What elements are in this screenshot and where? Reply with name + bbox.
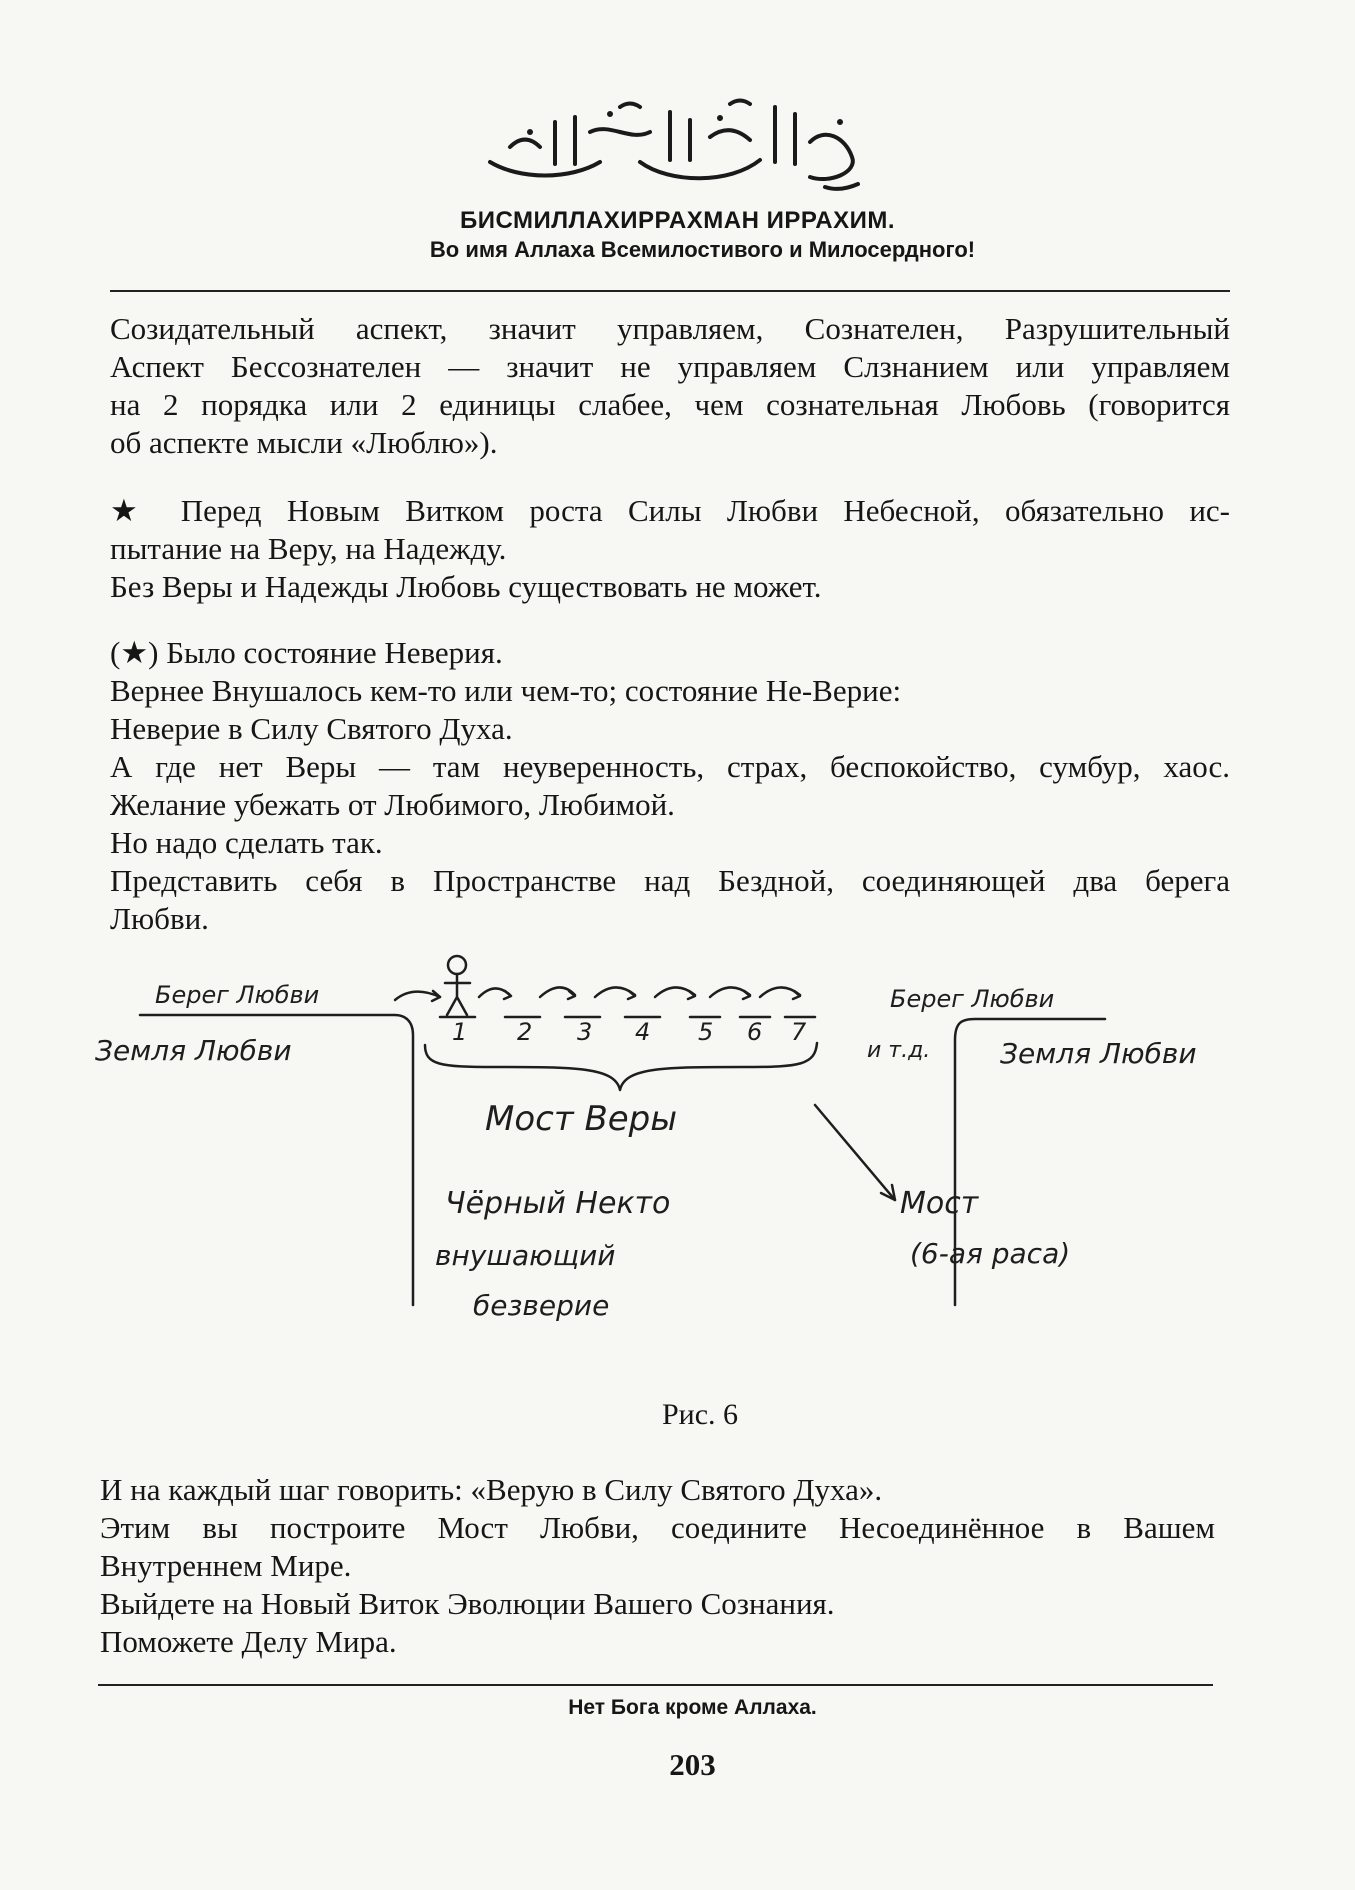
step-number: 2	[517, 1018, 533, 1046]
step-number: 5	[698, 1018, 714, 1046]
disbelief-label: безверие	[473, 1289, 610, 1322]
text-line: (★) Было состояние Неверия.	[110, 635, 503, 670]
step-number: 1	[452, 1018, 468, 1046]
paragraph-2	[110, 492, 1230, 606]
footer-divider	[98, 1684, 1213, 1686]
left-shore-label: Берег Любви	[155, 981, 320, 1009]
text-line: ★ Перед Новым Витком роста Силы Любви Небесной, обязательно ис-	[110, 493, 1230, 528]
dark-someone-label: Чёрный Некто	[445, 1186, 671, 1221]
sixth-race-label: (6-ая раса)	[910, 1237, 1071, 1270]
text-line: Выйдете на Новый Виток Эволюции Вашего Сознания.	[100, 1586, 835, 1621]
paragraph-3	[110, 634, 1230, 938]
bridge-label: Мост Веры	[485, 1099, 678, 1139]
text-line: Созидательный аспект, значит управляем, Сознателен, Разрушительный	[110, 311, 1230, 346]
figure-caption: Рис. 6	[661, 1398, 739, 1431]
bismillah-calligraphy	[480, 92, 870, 197]
footer-text: Нет Бога кроме Аллаха.	[568, 1696, 817, 1719]
step-number: 4	[635, 1018, 651, 1046]
step-number: 7	[791, 1018, 807, 1046]
text-line: И на каждый шаг говорить: «Верую в Силу Святого Духа».	[100, 1472, 883, 1507]
step-number: 3	[577, 1018, 593, 1046]
text-line: Неверие в Силу Святого Духа.	[110, 711, 513, 746]
text-line: Но надо сделать так.	[110, 825, 383, 860]
text-line: Без Веры и Надежды Любовь существовать не может.	[110, 569, 822, 604]
paragraph-1	[110, 310, 1230, 462]
text-line: А где нет Веры — там неуверенность, страх, беспокойство, сумбур, хаос.	[110, 749, 1230, 784]
text-line: Этим вы построите Мост Любви, соедините Несоединённое в Вашем	[100, 1510, 1215, 1545]
text-line: Любви.	[110, 901, 209, 936]
right-shore-label: Берег Любви	[890, 985, 1055, 1013]
text-line: Вернее Внушалось кем-то или чем-то; состояние Не-Верие:	[110, 673, 902, 708]
suggesting-label: внушающий	[435, 1239, 616, 1272]
text-line: Поможете Делу Мира.	[100, 1624, 397, 1659]
bridge-brace	[425, 1043, 817, 1090]
bridge-of-faith-diagram	[95, 945, 1255, 1345]
text-line: пытание на Веру, на Надежду.	[110, 531, 507, 566]
bridge-race-label: Мост	[900, 1186, 979, 1221]
left-land-label: Земля Любви	[95, 1034, 292, 1067]
text-line: на 2 порядка или 2 единицы слабее, чем сознательная Любовь (говорится	[110, 387, 1230, 422]
text-line: Желание убежать от Любимого, Любимой.	[110, 787, 675, 822]
right-land-label: Земля Любви	[1000, 1037, 1197, 1070]
paragraph-4	[100, 1471, 1215, 1661]
right-etc-label: и т.д.	[867, 1038, 931, 1063]
text-line: Аспект Бессознателен — значит не управляем Слзнанием или управляем	[110, 349, 1230, 384]
text-line: об аспекте мысли «Люблю»).	[110, 425, 498, 460]
header-title: БИСМИЛЛАХИРРАХМАН ИРРАХИМ.	[459, 207, 895, 234]
header-divider	[110, 290, 1230, 292]
text-line: Внутреннем Мире.	[100, 1548, 352, 1583]
header-subtitle: Во имя Аллаха Всемилостивого и Милосердного!	[429, 237, 976, 262]
step-number: 6	[747, 1018, 763, 1046]
page-number: 203	[669, 1747, 716, 1782]
text-line: Представить себя в Пространстве над Бездной, соединяющей два берега	[110, 863, 1230, 898]
